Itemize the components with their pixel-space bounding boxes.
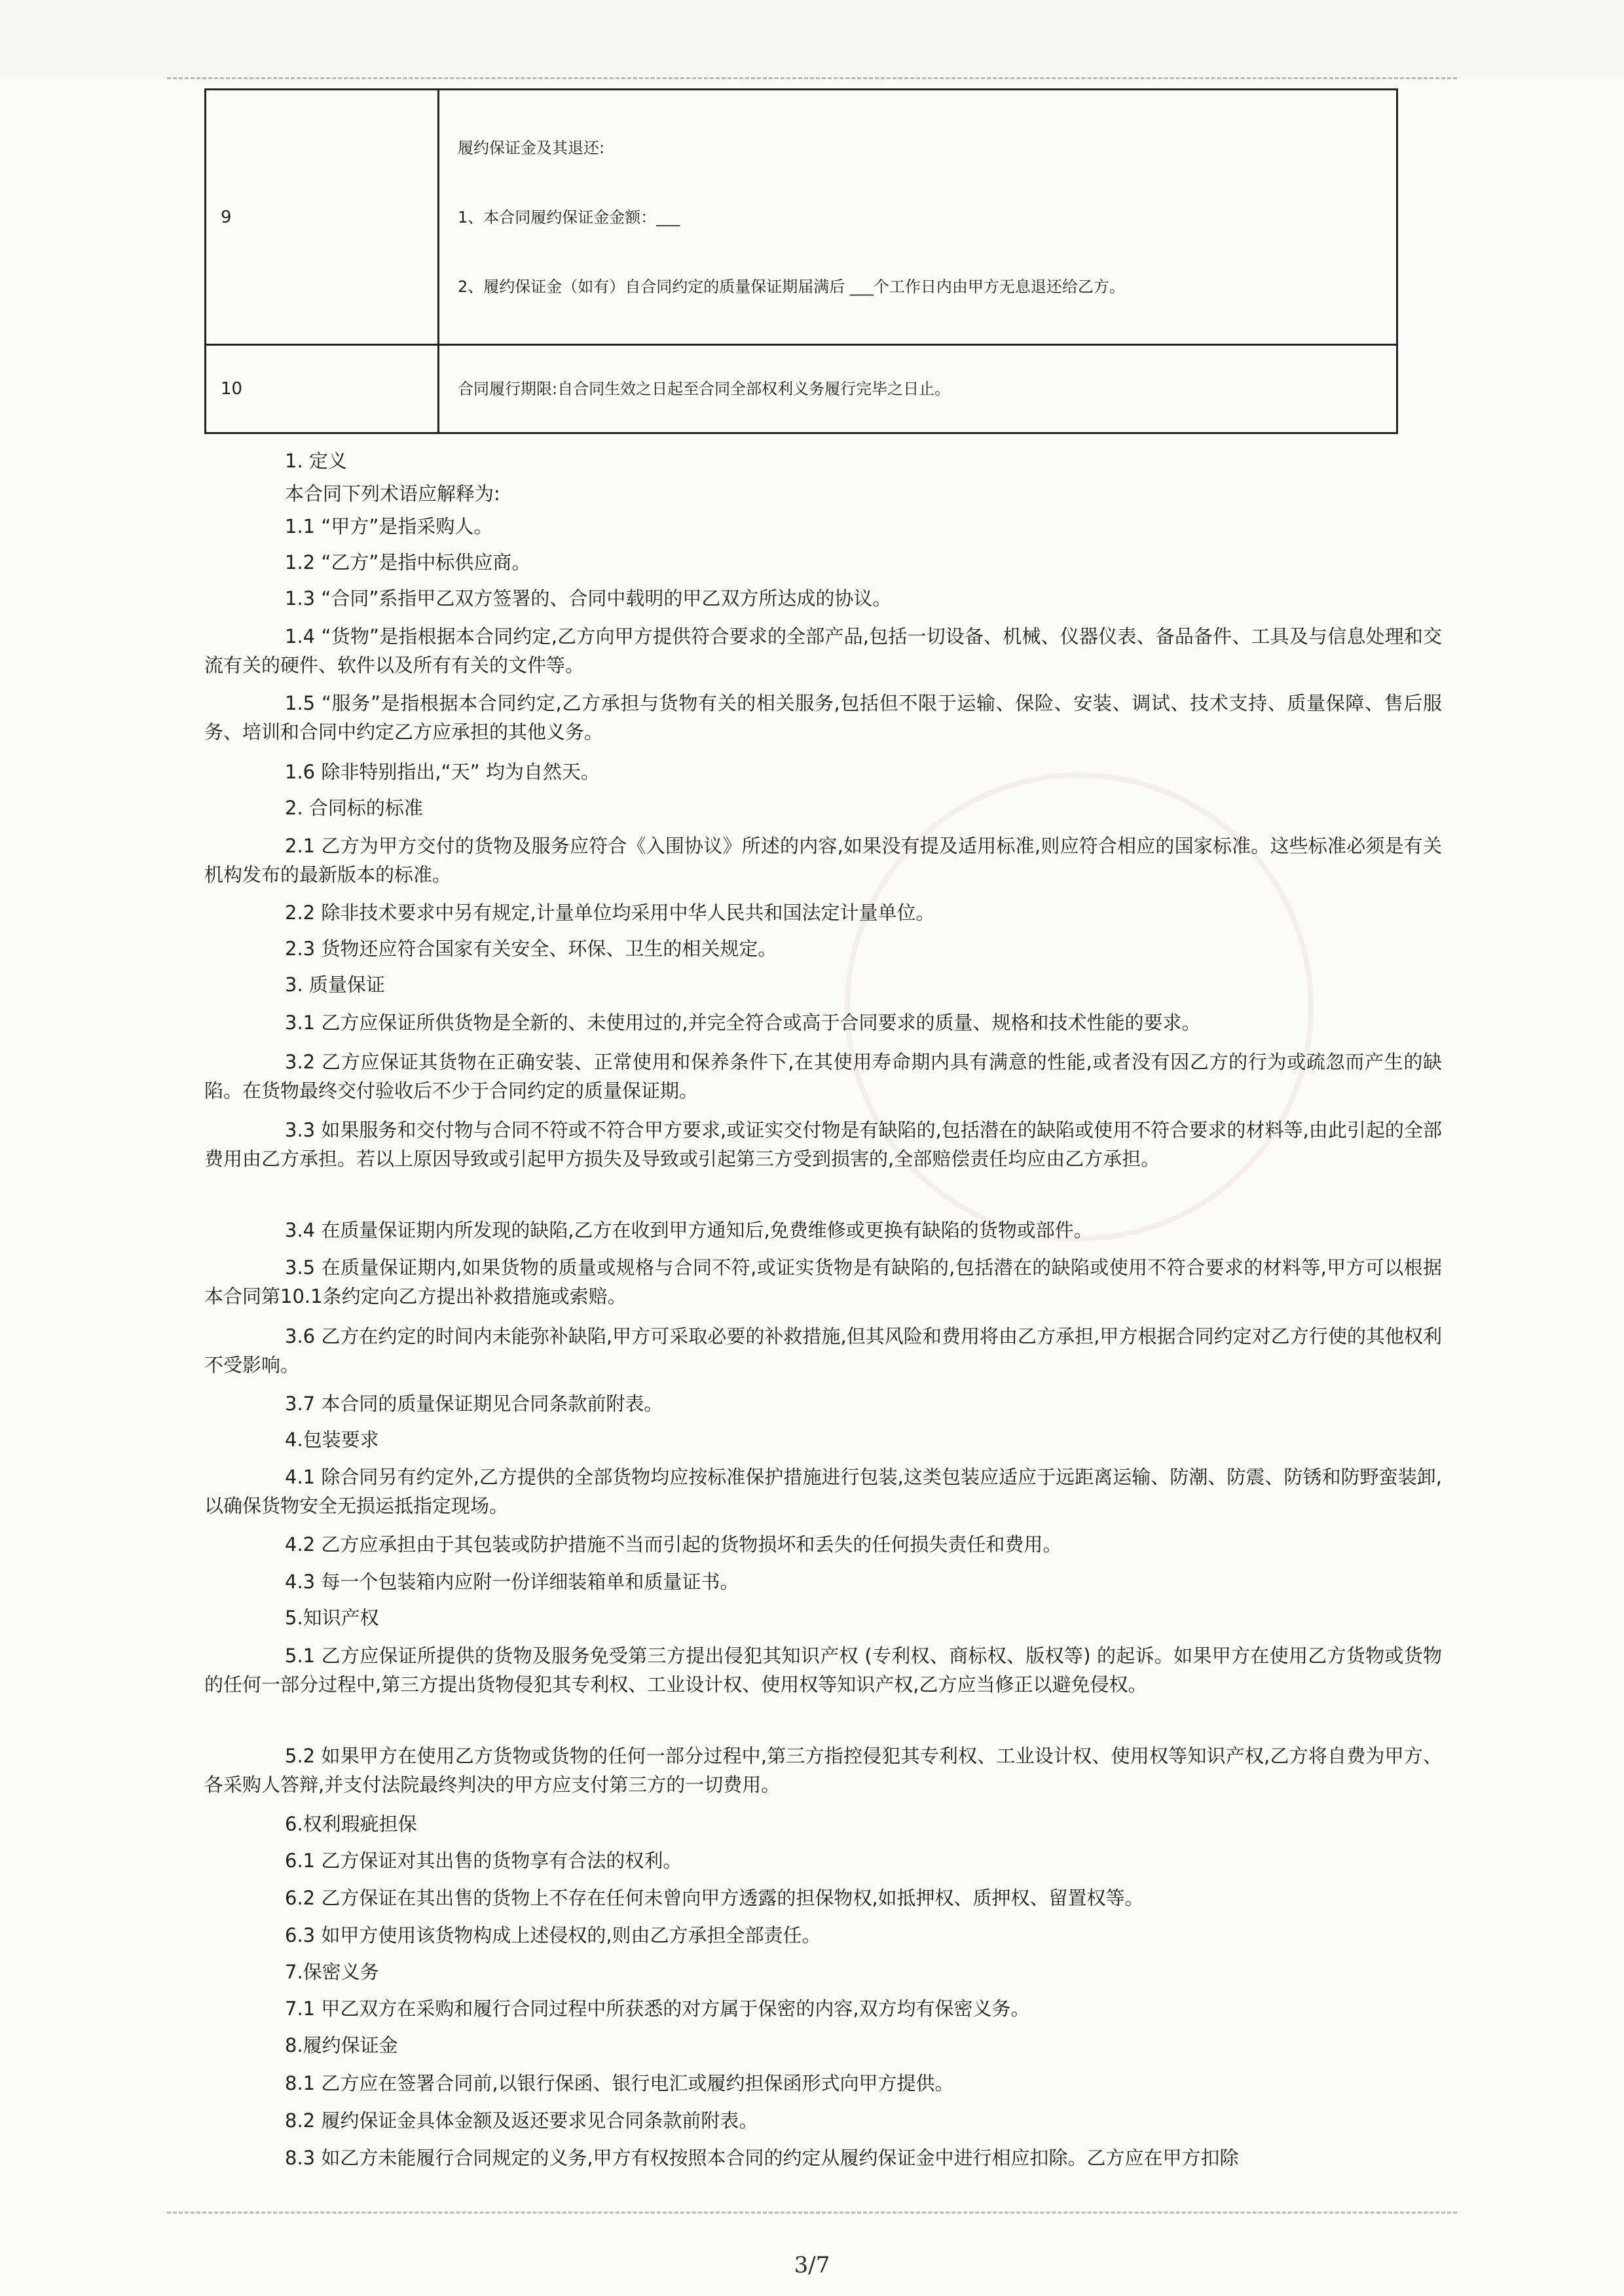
paragraph: 6.3 如甲方使用该货物构成上述侵权的,则由乙方承担全部责任。: [285, 1924, 821, 1946]
paragraph: 1.3 “合同”系指甲乙双方签署的、合同中载明的甲乙双方所达成的协议。: [285, 587, 892, 610]
section-heading: 3. 质量保证: [285, 974, 385, 996]
paragraph: 4.1 除合同另有约定外,乙方提供的全部货物均应按标准保护措施进行包装,这类包装应适应于远距离运输、防潮、防震、防锈和防野蛮装卸,以确保货物安全无损运抵指定现场。: [204, 1466, 1442, 1517]
paragraph: 4.3 每一个包装箱内应附一份详细装箱单和质量证书。: [285, 1571, 739, 1593]
scan-top-band: [0, 0, 1624, 79]
row-content: [439, 345, 1397, 433]
row-content: [439, 90, 1397, 345]
paragraph: 4.2 乙方应承担由于其包装或防护措施不当而引起的货物损坏和丢失的任何损失责任和费用。: [285, 1533, 1062, 1556]
paragraph: 3.5 在质量保证期内,如果货物的质量或规格与合同不符,或证实货物是有缺陷的,包括潜在的缺陷或使用不符合要求的材料等,甲方可以根据本合同第10.1条约定向乙方提出补救措施或索赔。: [204, 1256, 1442, 1307]
paragraph: 1.4 “货物”是指根据本合同约定,乙方向甲方提供符合要求的全部产品,包括一切设备、机械、仪器仪表、备品备件、工具及与信息处理和交流有关的硬件、软件以及所有有关的文件等。: [204, 625, 1442, 676]
paragraph: 8.3 如乙方未能履行合同规定的义务,甲方有权按照本合同的约定从履约保证金中进行相应扣除。乙方应在甲方扣除: [285, 2147, 1239, 2169]
row-line: 1、本合同履约保证金金额：___: [458, 208, 680, 227]
contract-terms-table: [204, 88, 1398, 434]
paragraph: 1.1 “甲方”是指采购人。: [285, 515, 493, 538]
paragraph: 3.7 本合同的质量保证期见合同条款前附表。: [285, 1393, 663, 1415]
paragraph: 8.1 乙方应在签署合同前,以银行保函、银行电汇或履约担保函形式向甲方提供。: [285, 2072, 954, 2094]
paragraph: 1.2 “乙方”是指中标供应商。: [285, 551, 531, 574]
paragraph: 3.4 在质量保证期内所发现的缺陷,乙方在收到甲方通知后,免费维修或更换有缺陷的货物或部件。: [285, 1219, 1093, 1241]
top-dashed-rule: [167, 77, 1457, 79]
paragraph: 3.1 乙方应保证所供货物是全新的、未使用过的,并完全符合或高于合同要求的质量、规格和技术性能的要求。: [285, 1011, 1201, 1034]
paragraph: 1.6 除非特别指出,“天” 均为自然天。: [285, 761, 600, 783]
section-heading: 1. 定义: [285, 450, 347, 472]
page-number: 3/7: [794, 2252, 830, 2278]
paragraph: 6.1 乙方保证对其出售的货物享有合法的权利。: [285, 1850, 682, 1872]
section-heading: 2. 合同标的标准: [285, 797, 423, 819]
paragraph: 7.1 甲乙双方在采购和履行合同过程中所获悉的对方属于保密的内容,双方均有保密义务。: [285, 1997, 1030, 2020]
row-line: 2、履约保证金（如有）自合同约定的质量保证期届满后 ___个工作日内由甲方无息退还给乙方。: [458, 277, 1125, 296]
row-number: 10: [206, 345, 439, 433]
paragraph: 3.2 乙方应保证其货物在正确安装、正常使用和保养条件下,在其使用寿命期内具有满意的性能,或者没有因乙方的行为或疏忽而产生的缺陷。在货物最终交付验收后不少于合同约定的质量保证期。: [204, 1051, 1442, 1102]
section-heading: 6.权利瑕疵担保: [285, 1813, 417, 1835]
paragraph: 5.2 如果甲方在使用乙方货物或货物的任何一部分过程中,第三方指控侵犯其专利权、工业设计权、使用权等知识产权,乙方将自费为甲方、各采购人答辩,并支付法院最终判决的甲方应支付第三方的一切费用。: [204, 1745, 1442, 1796]
paragraph: 3.3 如果服务和交付物与合同不符或不符合甲方要求,或证实交付物是有缺陷的,包括潜在的缺陷或使用不符合要求的材料等,由此引起的全部费用由乙方承担。若以上原因导致或引起甲方损失及导致或引起第三方受到损害的,全部赔偿责任均应由乙方承担。: [204, 1119, 1442, 1170]
paragraph: 1.5 “服务”是指根据本合同约定,乙方承担与货物有关的相关服务,包括但不限于运输、保险、安装、调试、技术支持、质量保障、售后服务、培训和合同中约定乙方应承担的其他义务。: [204, 692, 1442, 743]
section-heading: 7.保密义务: [285, 1961, 379, 1983]
row-number: 9: [206, 90, 439, 345]
paragraph: 2.1 乙方为甲方交付的货物及服务应符合《入围协议》所述的内容,如果没有提及适用标准,则应符合相应的国家标准。这些标准必须是有关机构发布的最新版本的标准。: [204, 835, 1442, 886]
bottom-dashed-rule: [167, 2212, 1457, 2214]
row-line: 合同履行期限:自合同生效之日起至合同全部权利义务履行完毕之日止。: [458, 380, 951, 398]
paragraph: 6.2 乙方保证在其出售的货物上不存在任何未曾向甲方透露的担保物权,如抵押权、质押权、留置权等。: [285, 1887, 1144, 1909]
paragraph: 5.1 乙方应保证所提供的货物及服务免受第三方提出侵犯其知识产权 (专利权、商标权、版权等) 的起诉。如果甲方在使用乙方货物或货物的任何一部分过程中,第三方提出货物侵犯其专利权、工业设计权、使用权等知识产权,乙方应当修正以避免侵权。: [204, 1645, 1442, 1696]
paragraph: 2.2 除非技术要求中另有规定,计量单位均采用中华人民共和国法定计量单位。: [285, 902, 935, 924]
table-row: [206, 90, 1397, 345]
section-heading: 4.包装要求: [285, 1429, 379, 1451]
section-heading: 5.知识产权: [285, 1607, 379, 1629]
paragraph: 8.2 履约保证金具体金额及返还要求见合同条款前附表。: [285, 2109, 758, 2132]
table-row: [206, 345, 1397, 433]
row-line: 履约保证金及其退还:: [458, 138, 605, 157]
paragraph: 本合同下列术语应解释为:: [285, 483, 500, 505]
paragraph: 2.3 货物还应符合国家有关安全、环保、卫生的相关规定。: [285, 938, 777, 960]
section-heading: 8.履约保证金: [285, 2034, 398, 2056]
paragraph: 3.6 乙方在约定的时间内未能弥补缺陷,甲方可采取必要的补救措施,但其风险和费用将由乙方承担,甲方根据合同约定对乙方行使的其他权利不受影响。: [204, 1325, 1442, 1376]
